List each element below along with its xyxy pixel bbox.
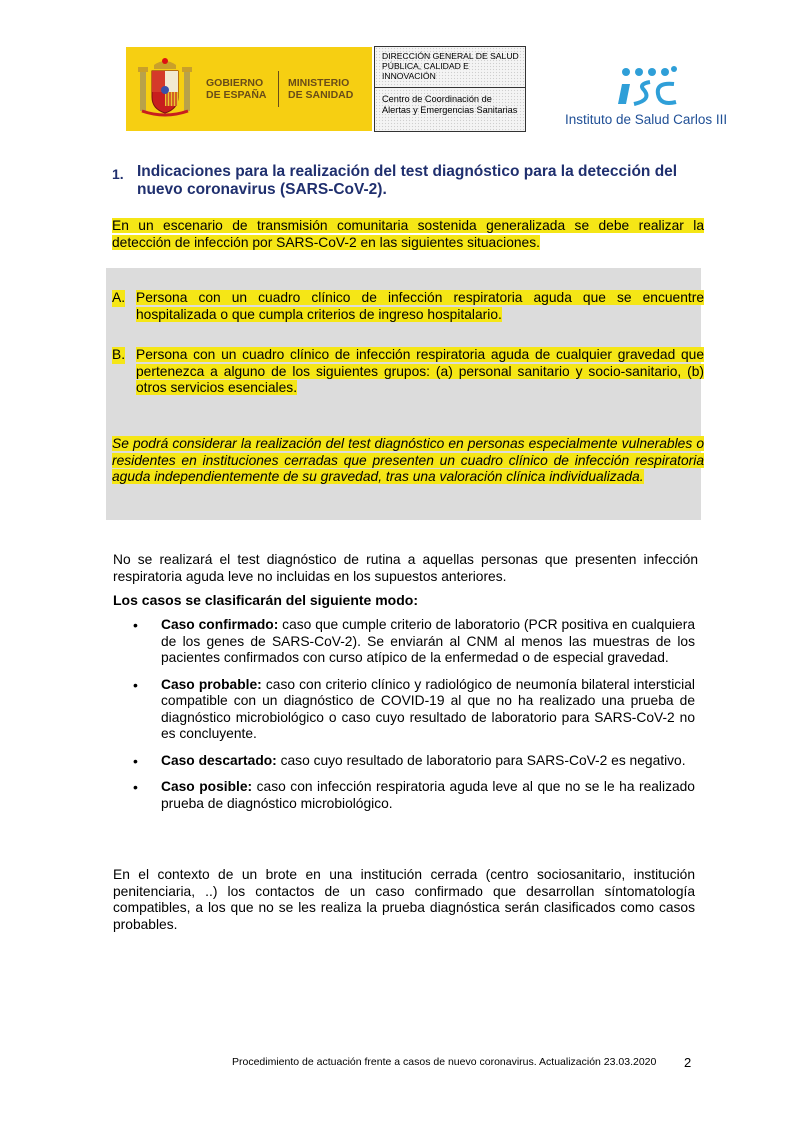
case-text: caso cuyo resultado de laboratorio para SARS-CoV-2 es negativo. — [276, 752, 686, 768]
isc-logo-icon — [612, 64, 682, 112]
outbreak-paragraph: En el contexto de un brote en una institución cerrada (centro sociosanitario, institución penitenciaria, ..) los contactos de un caso confirmado que desarrollan síntomatología compatibles, a los que no se les realiza la prueba diagnóstica serán clasificados como casos probables. — [113, 867, 695, 932]
section-heading: Indicaciones para la realización del test diagnóstico para la detección del nuevo coronavirus (SARS-CoV-2). — [137, 163, 678, 198]
case-text: caso con infección respiratoria aguda leve al que no se le ha realizado prueba de diagnóstico microbiológico. — [161, 779, 695, 811]
section-number: 1. — [112, 166, 124, 182]
case-text: caso con criterio clínico y radiológico de neumonía bilateral intersticial compatible con un diagnóstico de COVID-19 al que no ha realizado una prueba de diagnóstico microbiológico o caso cuyo resultado de laboratorio para SARS-CoV-2 no es concluyente. — [161, 676, 695, 741]
page-number: 2 — [684, 1055, 692, 1070]
bullet-icon: • — [133, 617, 138, 633]
list-item — [113, 617, 695, 667]
item-b — [112, 347, 704, 397]
case-term: Caso confirmado: — [161, 617, 279, 632]
dg-centro: Centro de Coordinación de Alertas y Emergencias Sanitarias — [382, 94, 518, 115]
intro-text: En un escenario de transmisión comunitaria sostenida generalizada se debe realizar la detección de infección por SARS-CoV-2 en las siguientes situaciones. — [112, 218, 704, 250]
item-a — [112, 290, 704, 323]
case-term: Caso probable: — [161, 676, 262, 692]
list-item — [113, 779, 695, 812]
divider — [278, 71, 279, 107]
item-b-text: Persona con un cuadro clínico de infección respiratoria aguda de cualquier gravedad que pertenezca a alguno de los siguientes grupos: (a) personal sanitario y socio-sanitario, (b) otros servicios esenciales. — [136, 347, 704, 395]
gobierno-text: GOBIERNO DE ESPAÑA — [206, 77, 267, 101]
case-term: Caso descartado: — [161, 752, 277, 768]
page-footer: Procedimiento de actuación frente a casos de nuevo coronavirus. Actualización 23.03.2020 — [232, 1056, 657, 1068]
item-a-text: Persona con un cuadro clínico de infección respiratoria aguda que se encuentre hospitalizada o que cumpla criterios de ingreso hospitalario. — [136, 290, 704, 322]
cases-title: Los casos se clasificarán del siguiente modo: — [113, 592, 418, 608]
italic-note — [112, 436, 704, 486]
list-item — [113, 677, 695, 743]
direccion-general-box — [374, 46, 526, 132]
bullet-icon: • — [133, 752, 138, 769]
cases-list — [113, 617, 695, 822]
gobierno-logo-band — [126, 47, 372, 131]
ministerio-text: MINISTERIO DE SANIDAD — [288, 77, 354, 101]
item-a-label: A. — [112, 290, 126, 305]
intro-paragraph — [112, 218, 704, 251]
list-item — [113, 753, 695, 770]
dg-separator — [375, 87, 525, 88]
dg-title: DIRECCIÓN GENERAL DE SALUD PÚBLICA, CALIDAD E INNOVACIÓN — [382, 51, 519, 81]
item-b-label: B. — [112, 347, 126, 362]
isc-name: Instituto de Salud Carlos III — [565, 112, 728, 127]
bullet-icon: • — [133, 676, 138, 693]
case-term: Caso posible: — [161, 779, 253, 794]
case-text: caso que cumple criterio de laboratorio (PCR positiva en cualquiera de los genes de SARS-CoV-2). Se enviarán al CNM al menos las muestras de los pacientes confirmados con curso atípico de la enfermedad o de especial gravedad. — [161, 617, 696, 665]
bullet-icon: • — [133, 779, 138, 795]
coat-of-arms-icon — [136, 57, 194, 121]
italic-note-text: Se podrá considerar la realización del test diagnóstico en personas especialmente vulnerables o residentes en instituciones cerradas que presenten un cuadro clínico de infección respiratoria aguda independientemente de su gravedad, tras una valoración clínica individualizada. — [112, 436, 704, 484]
no-test-paragraph: No se realizará el test diagnóstico de rutina a aquellas personas que presenten infección respiratoria aguda leve no incluidas en los supuestos anteriores. — [113, 552, 698, 584]
